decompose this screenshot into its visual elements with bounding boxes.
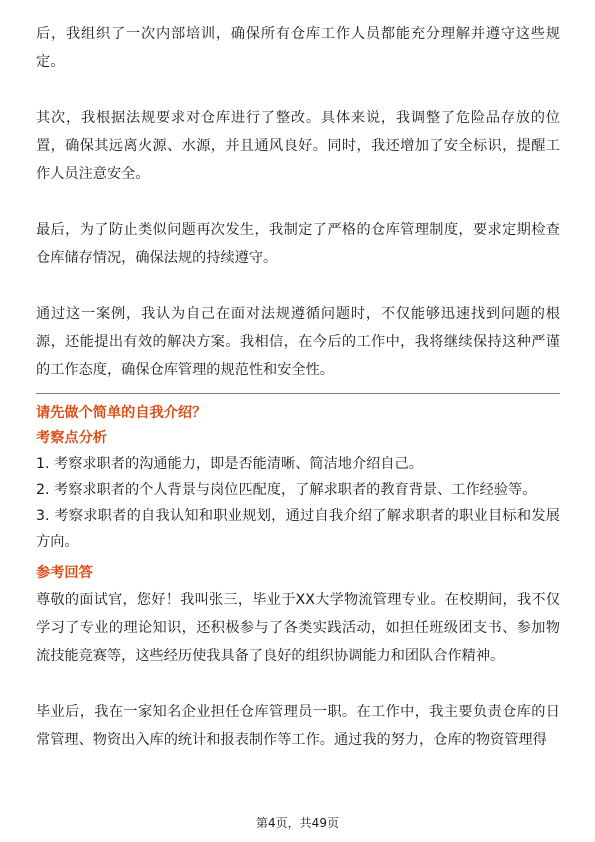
- question-title: 请先做个简单的自我介绍？: [36, 405, 207, 421]
- answer-heading: 参考回答: [36, 565, 93, 581]
- answer-paragraph: 毕业后，我在一家知名企业担任仓库管理员一职。在工作中，我主要负责仓库的日常管理、物资出入库的统计和报表制作等工作。通过我的努力，仓库的物资管理得: [36, 704, 560, 748]
- document-page: [36, 20, 560, 754]
- answer-paragraph: 尊敬的面试官，您好！我叫张三，毕业于XX大学物流管理专业。在校期间，我不仅学习了专业的理论知识，还积极参与了各类实践活动，如担任班级团支书、参加物流技能竞赛等，这些经历使我具备了良好的组织协调能力和团队合作精神。: [36, 592, 560, 664]
- analysis-heading: 考察点分析: [36, 430, 107, 446]
- page-number: 第4页，共49页: [256, 816, 339, 830]
- body-paragraph: 最后，为了防止类似问题再次发生，我制定了严格的仓库管理制度，要求定期检查仓库储存情况，确保法规的持续遵守。: [36, 222, 560, 266]
- body-paragraph: 后，我组织了一次内部培训，确保所有仓库工作人员都能充分理解并遵守这些规定。: [36, 26, 560, 70]
- paragraph-gap: [36, 670, 560, 698]
- body-paragraph: 其次，我根据法规要求对仓库进行了整改。具体来说，我调整了危险品存放的位置，确保其远离火源、水源，并且通风良好。同时，我还增加了安全标识，提醒工作人员注意安全。: [36, 110, 560, 182]
- analysis-item: 3. 考察求职者的自我认知和职业规划，通过自我介绍了解求职者的职业目标和发展方向。: [36, 508, 560, 550]
- paragraph-gap: [36, 76, 560, 104]
- body-paragraph: 通过这一案例，我认为自己在面对法规遵循问题时，不仅能够迅速找到问题的根源，还能提出有效的解决方案。我相信，在今后的工作中，我将继续保持这种严谨的工作态度，确保仓库管理的规范性和安全性。: [36, 306, 560, 378]
- paragraph-gap: [36, 188, 560, 216]
- analysis-item: 1. 考察求职者的沟通能力，即是否能清晰、简洁地介绍自己。: [36, 456, 423, 472]
- section-divider: [36, 393, 560, 394]
- paragraph-gap: [36, 272, 560, 300]
- analysis-item: 2. 考察求职者的个人背景与岗位匹配度，了解求职者的教育背景、工作经验等。: [36, 482, 537, 498]
